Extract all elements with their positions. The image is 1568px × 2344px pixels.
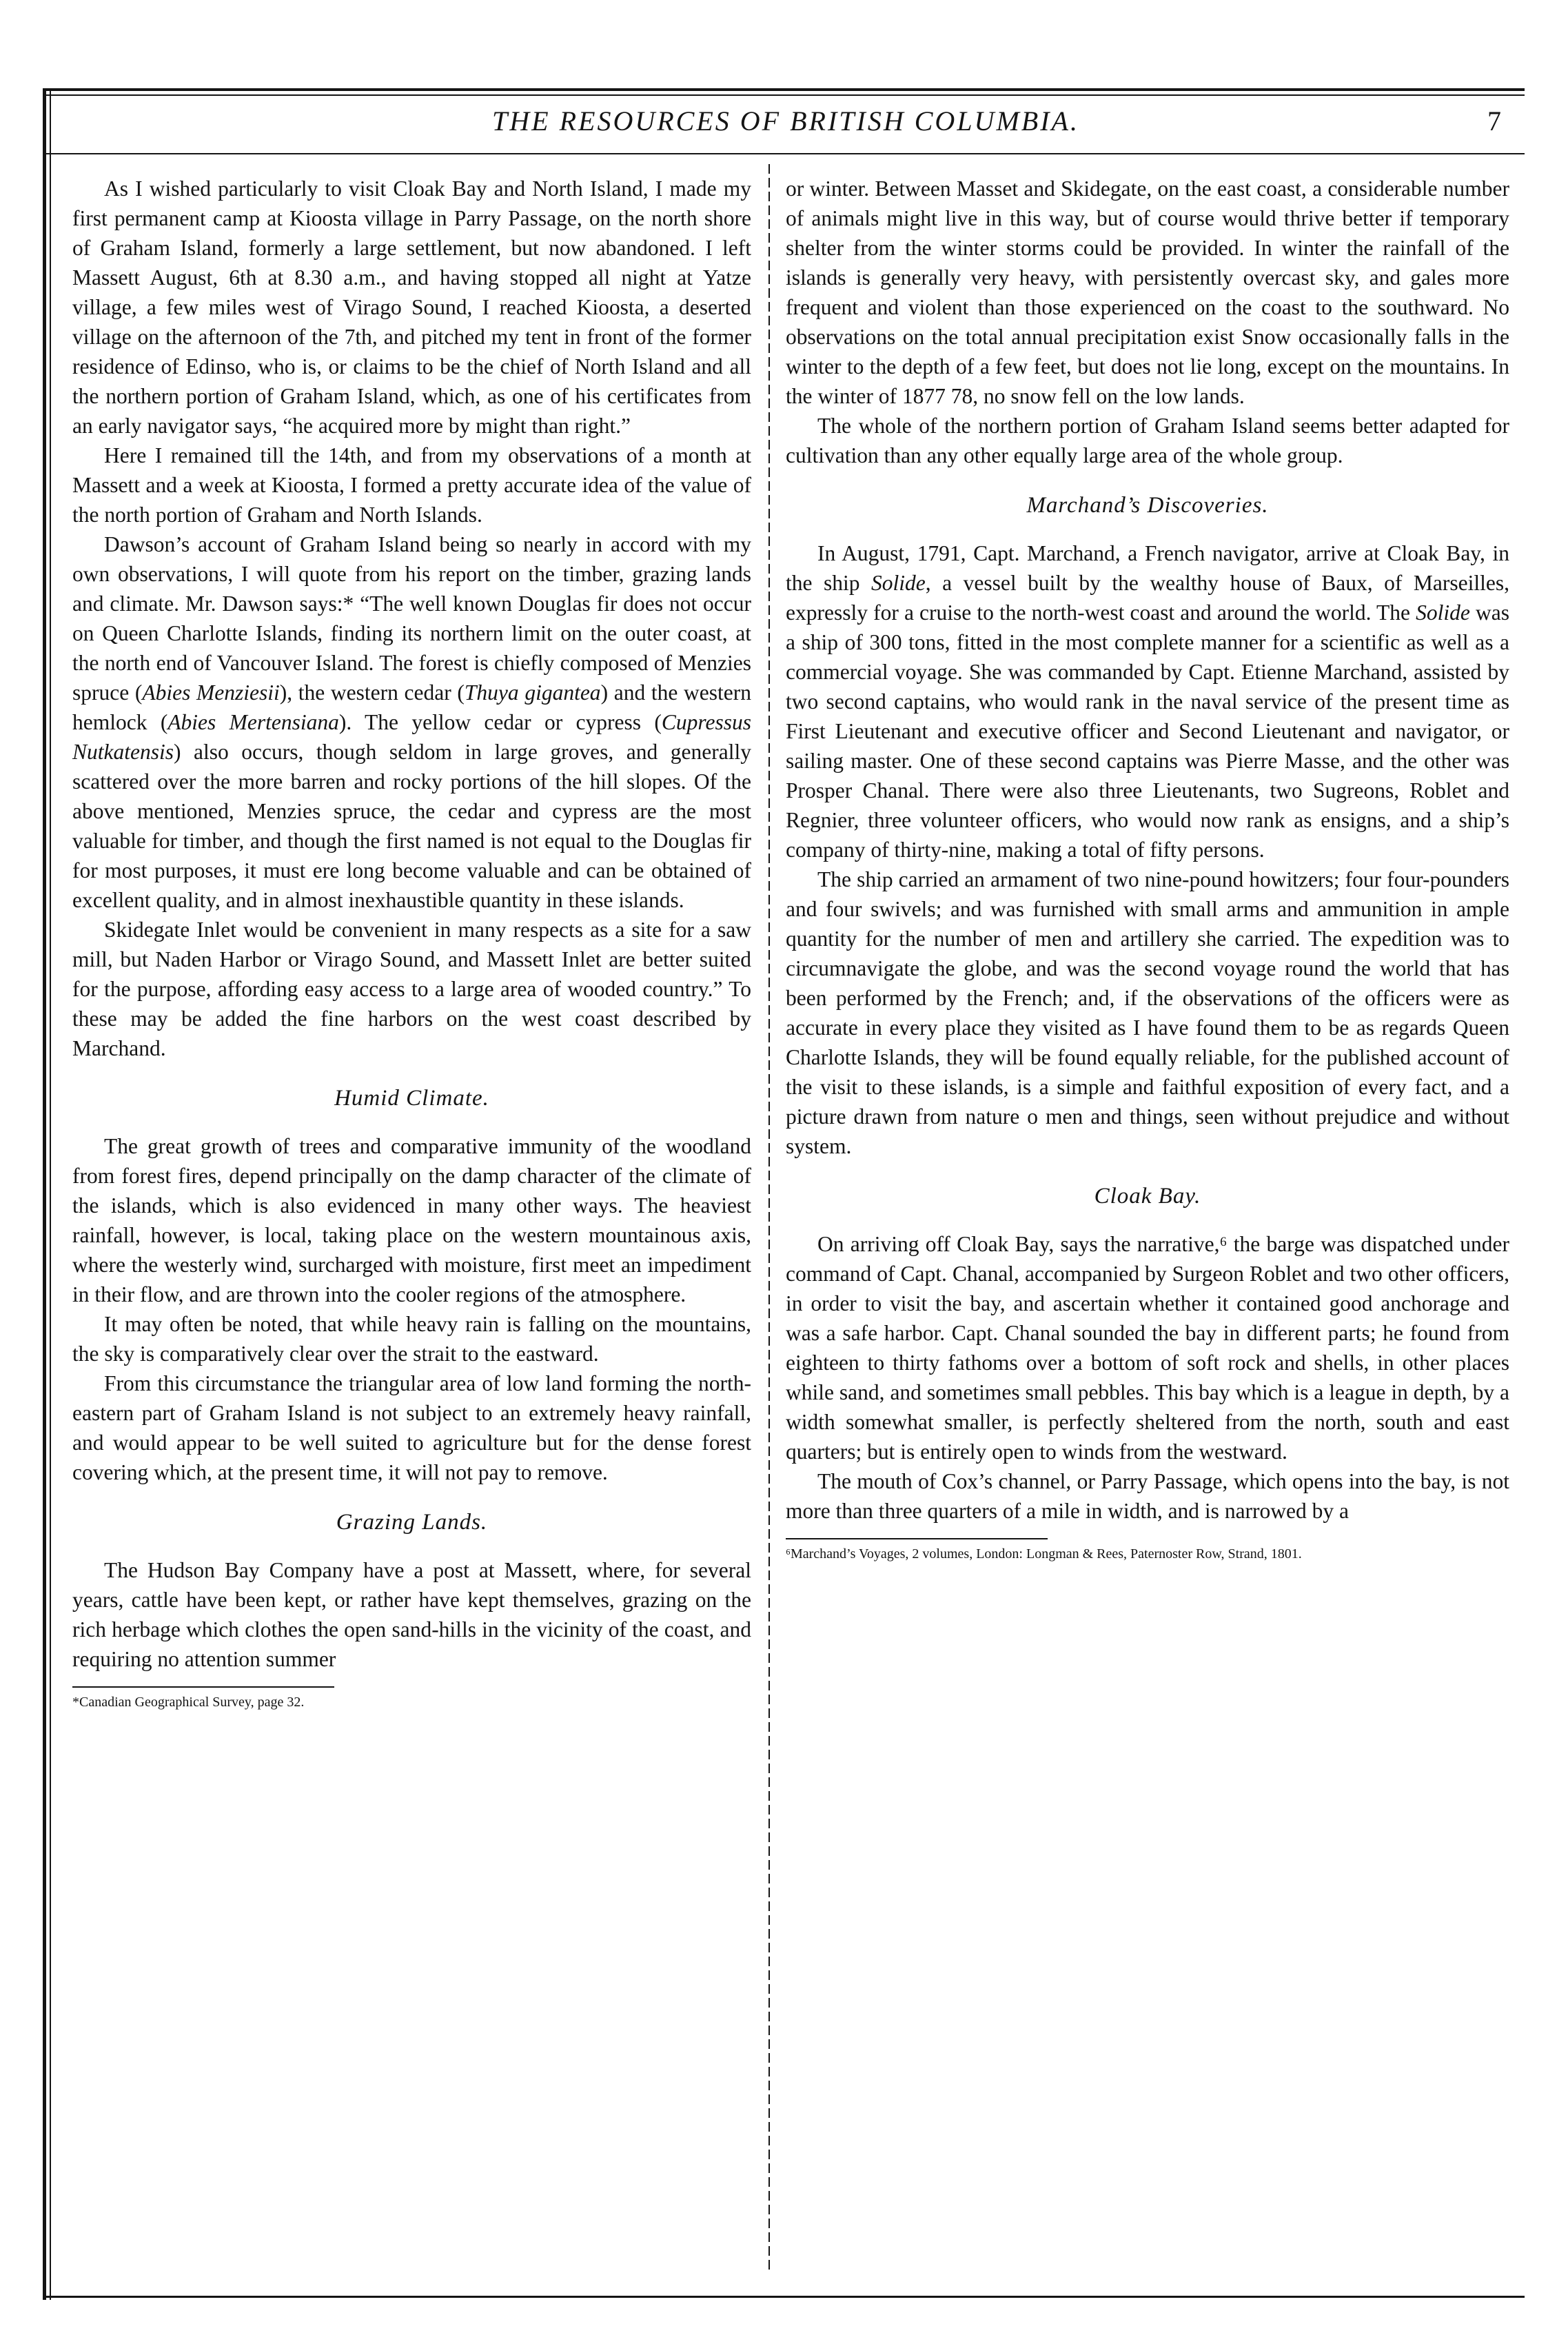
bottom-border-rule bbox=[43, 2296, 1525, 2298]
paragraph: The Hudson Bay Company have a post at Massett, where, for several years, cattle have been kept, or rather have kept themselves, grazing on the rich herbage which clothes the open sand-hills in the vicinity of the coast, and requiring no attention summer bbox=[72, 1558, 751, 1671]
top-border-rule bbox=[43, 88, 1525, 91]
column-divider bbox=[768, 164, 770, 2274]
left-column bbox=[72, 174, 751, 1711]
left-border-rule bbox=[43, 88, 46, 2300]
paragraph: On arriving off Cloak Bay, says the narrative,⁶ the barge was dispatched under command of Capt. Chanal, accompanied by Surgeon Roblet and two other officers, in order to visit the bay, and ascertain whether it contained good anchorage and was a safe harbor. Capt. Chanal sounded the bay in different parts; he found from eighteen to thirty fathoms over a bottom of soft rock and shells, in other places while sand, and sometimes small pebbles. This bay which is a league in depth, by a width somewhat smaller, is perfectly sheltered from the north, south and east quarters; but is entirely open to winds from the westward. bbox=[786, 1232, 1509, 1464]
page-number: 7 bbox=[1487, 105, 1501, 137]
section-heading-cloak-bay: Cloak Bay. bbox=[1094, 1184, 1201, 1209]
footnote: *Canadian Geographical Survey, page 32. bbox=[72, 1695, 305, 1710]
footnote: ⁶Marchand’s Voyages, 2 volumes, London: Longman & Rees, Paternoster Row, Strand, 1801. bbox=[786, 1546, 1302, 1562]
running-head bbox=[55, 105, 1516, 146]
ship-name: Solide bbox=[1416, 600, 1470, 625]
right-column bbox=[786, 174, 1509, 1563]
paragraph-text: In August, 1791, Capt. Marchand, a French navigator, arrive at Cloak Bay, in the ship bbox=[786, 541, 1509, 595]
section-heading-humid-climate: Humid Climate. bbox=[334, 1086, 489, 1111]
section-heading-marchands-discoveries: Marchand’s Discoveries. bbox=[1026, 493, 1269, 518]
header-underline-rule bbox=[43, 153, 1525, 154]
left-border-rule-inner bbox=[50, 88, 51, 2300]
paragraph: The whole of the northern portion of Graham Island seems better adapted for cultivation than any other equally large area of the whole group. bbox=[786, 414, 1509, 467]
page-title: THE RESOURCES OF BRITISH COLUMBIA. bbox=[492, 105, 1079, 137]
species-name: Thuya gigantea bbox=[464, 680, 601, 705]
paragraph-text: ). The yellow cedar or cypress ( bbox=[338, 710, 662, 734]
species-name: Cupressus Nutkatensis bbox=[72, 710, 751, 764]
paragraph-text: Dawson’s account of Graham Island being so nearly in accord with my own observations, I will quote from his report on the timber, grazing lands and climate. Mr. Dawson says:* “The well known Douglas fir does not occur on Queen Charlotte Islands, finding its northern limit on the outer coast, at the north end of Vancouver Island. The forest is chiefly composed of Menzies spruce ( bbox=[72, 532, 751, 705]
paragraph-text: ), the western cedar ( bbox=[279, 680, 465, 705]
paragraph-text: ) and the western hemlock ( bbox=[72, 680, 751, 734]
paragraph-text: ) also occurs, though seldom in large groves, and generally scattered over the more barren and rocky portions of the hill slopes. Of the above mentioned, Menzies spruce, the cedar and cypress are the most valuable for timber, and though the first named is not equal to the Douglas fir for most purposes, it must ere long become valuable and can be obtained of excellent quality, and in almost inexhaustible quantity in these islands. bbox=[72, 740, 751, 912]
paragraph: or winter. Between Masset and Skidegate, on the east coast, a considerable number of animals might live in this way, but of course would thrive better if temporary shelter from the winter storms could be provided. In winter the rainfall of the islands is generally very heavy, with persistently overcast sky, and gales more frequent and violent than those experienced on the coast to the southward. No observations on the total annual precipitation exist Snow occasionally falls in the winter to the depth of a few feet, but does not lie long, except on the mountains. In the winter of 1877 78, no snow fell on the low lands. bbox=[786, 176, 1509, 408]
ship-name: Solide bbox=[871, 571, 926, 595]
species-name: Abies Mertensiana bbox=[167, 710, 339, 734]
paragraph bbox=[786, 538, 1509, 865]
paragraph: The great growth of trees and comparative immunity of the woodland from forest fires, depend principally on the damp character of the climate of the islands, which is also evidenced in many other ways. The heaviest rainfall, however, is local, taking place on the western mountainous axis, where the westerly wind, surcharged with moisture, first meet an impediment in their flow, and are thrown into the cooler regions of the atmosphere. bbox=[72, 1134, 751, 1306]
paragraph: Here I remained till the 14th, and from my observations of a month at Massett and a week at Kioosta, I formed a pretty accurate idea of the value of the north portion of Graham and North Islands. bbox=[72, 443, 751, 527]
paragraph: Skidegate Inlet would be convenient in many respects as a site for a saw mill, but Naden Harbor or Virago Sound, and Massett Inlet are better suited for the purpose, affording easy access to a large area of wooded country.” To these may be added the fine harbors on the west coast described by Marchand. bbox=[72, 918, 751, 1060]
paragraph: The ship carried an armament of two nine-pound howitzers; four four-pounders and four swivels; and was furnished with small arms and ammunition in ample quantity for the number of men and artillery she carried. The expedition was to circumnavigate the globe, and was the second voyage round the world that has been performed by the French; and, if the observations of the officers were as accurate in every place they visited as I have found them to be as regards Queen Charlotte Islands, they will be found equally reliable, for the published account of the visit to these islands, is a simple and faithful exposition of every fact, and a picture drawn from nature o men and things, seen without prejudice and without system. bbox=[786, 867, 1509, 1158]
footnote-rule bbox=[786, 1538, 1048, 1539]
species-name: Abies Menziesii bbox=[142, 680, 280, 705]
paragraph-text: was a ship of 300 tons, fitted in the most complete manner for a scientific as well as a commercial voyage. She was commanded by Capt. Etienne Marchand, assisted by two second captains, who would rank in the naval service of the present time as First Lieutenant and executive officer and Second Lieutenant and navigator, or sailing master. One of these second captains was Pierre Masse, and the other was Prosper Chanal. There were also three Lieutenants, two Sugreons, Roblet and Regnier, three volunteer officers, who would now rank as ensigns, and a ship’s company of thirty-nine, making a total of fifty persons. bbox=[786, 600, 1509, 862]
paragraph: The mouth of Cox’s channel, or Parry Passage, which opens into the bay, is not more than three quarters of a mile in width, and is narrowed by a bbox=[786, 1469, 1509, 1523]
paragraph: From this circumstance the triangular area of low land forming the north-eastern part of Graham Island is not subject to an extremely heavy rainfall, and would appear to be well suited to agriculture but for the dense forest covering which, at the present time, it will not pay to remove. bbox=[72, 1371, 751, 1484]
paragraph-text: , a vessel built by the wealthy house of Baux, of Marseilles, expressly for a cruise to the north-west coast and around the world. The bbox=[786, 571, 1509, 625]
paragraph: It may often be noted, that while heavy rain is falling on the mountains, the sky is comparatively clear over the strait to the eastward. bbox=[72, 1312, 751, 1366]
paragraph bbox=[72, 529, 751, 915]
footnote-rule bbox=[72, 1686, 334, 1688]
paragraph: As I wished particularly to visit Cloak Bay and North Island, I made my first permanent camp at Kioosta village in Parry Passage, on the north shore of Graham Island, formerly a large settlement, but now abandoned. I left Massett August, 6th at 8.30 a.m., and having stopped all night at Yatze village, a few miles west of Virago Sound, I reached Kioosta, a deserted village on the afternoon of the 7th, and pitched my tent in front of the former residence of Edinso, who is, or claims to be the chief of North Island and all the northern portion of Graham Island, which, as one of his certificates from an early navigator says, “he acquired more by might than right.” bbox=[72, 176, 751, 438]
top-border-rule-inner bbox=[43, 94, 1525, 96]
section-heading-grazing-lands: Grazing Lands. bbox=[336, 1510, 488, 1535]
